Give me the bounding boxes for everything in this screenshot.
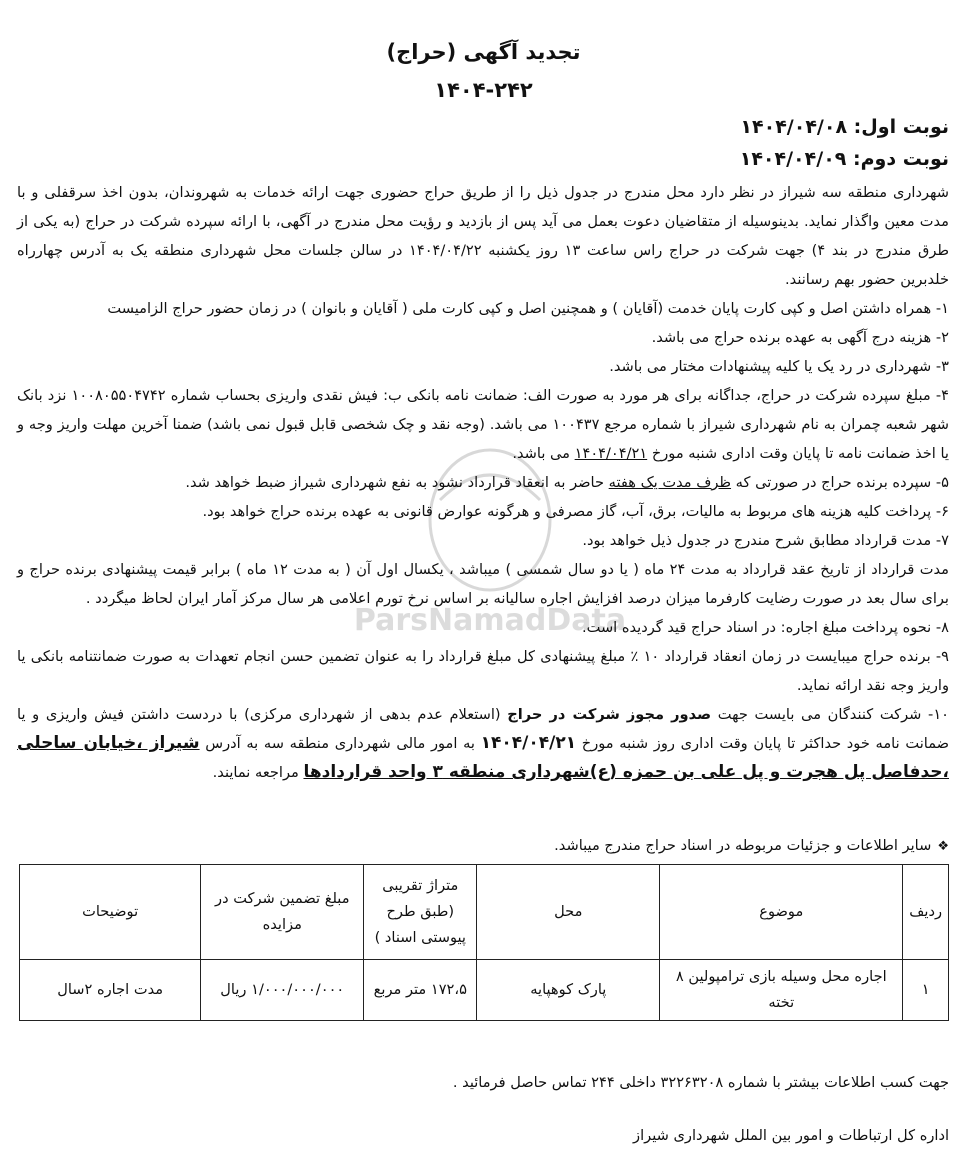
col-description: توضیحات xyxy=(20,865,201,960)
col-subject: موضوع xyxy=(660,865,903,960)
cell-subject: اجاره محل وسیله بازی ترامپولین ۸ تخته xyxy=(660,960,903,1021)
table-header-row xyxy=(20,865,949,960)
one-week-deadline: ظرف مدت یک هفته xyxy=(608,474,732,491)
cell-guarantee: ۱/۰۰۰/۰۰۰/۰۰۰ ریال xyxy=(201,960,364,1021)
col-area: متراژ تقریبی (طبق طرح پیوستی اسناد ) xyxy=(364,865,477,960)
col-guarantee: مبلغ تضمین شرکت در مزایده xyxy=(201,865,364,960)
item-1: ۱- همراه داشتن اصل و کپی کارت پایان خدمت (آقایان ) و همچنین اصل و کپی کارت ملی ( آقایان و بانوان ) در زمان حضور حراج الزامیست xyxy=(107,300,949,317)
contact-info: جهت کسب اطلاعات بیشتر با شماره ۳۲۲۶۳۲۰۸ داخلی ۲۴۴ تماس حاصل فرمائید . xyxy=(452,1074,949,1091)
item-8: ۸- نحوه پرداخت مبلغ اجاره: در اسناد حراج قید گردیده است. xyxy=(581,619,949,636)
deposit-deadline: ۱۴۰۴/۰۴/۲۱ xyxy=(574,445,648,462)
cell-location: پارک کوهپایه xyxy=(477,960,660,1021)
notice-body xyxy=(17,178,949,787)
issuer-footer: اداره کل ارتباطات و امور بین الملل شهرداری شیراز xyxy=(633,1127,949,1144)
col-location: محل xyxy=(477,865,660,960)
item-5: ۵- سپرده برنده حراج در صورتی که ظرف مدت یک هفته حاضر به انعقاد قرارداد نشود به نفع شهرداری شیراز ضبط خواهد شد. xyxy=(185,474,949,491)
permit-deadline: ۱۴۰۴/۰۴/۲۱ xyxy=(480,733,577,753)
item-6: ۶- پرداخت کلیه هزینه های مربوط به مالیات، برق، آب، گاز مصرفی و هرگونه عوارض قانونی به عهده برنده حراج خواهد بود. xyxy=(202,503,949,520)
table-row xyxy=(20,960,949,1021)
col-row-number: ردیف xyxy=(903,865,949,960)
item-4: ۴- مبلغ سپرده شرکت در حراج، جداگانه برای هر مورد به صورت الف: ضمانت نامه بانکی ب: فیش نقدی واریزی بحساب شماره ۱۰۰۸۰۵۵۰۴۷۴۲ نزد بانک شهر شعبه چمران به نام شهرداری شیراز با شماره مرجع ۱۰۰۴۳۷ می باشد. (وجه نقد و چک شخصی قابل قبول نمی باشد) ضمنا آخرین مهلت واریز وجه و یا اخذ ضمانت نامه تا پایان وقت اداری شنبه مورخ ۱۴۰۴/۰۴/۲۱ می باشد. xyxy=(17,387,949,462)
cell-description: مدت اجاره ۲سال xyxy=(20,960,201,1021)
address-line-2: ،حدفاصل پل هجرت و پل علی بن حمزه (ع)شهرداری منطقه ۳ واحد قراردادها xyxy=(303,762,949,782)
first-round-date: نوبت اول: ۱۴۰۴/۰۴/۰۸ xyxy=(740,116,949,138)
item-9: ۹- برنده حراج میبایست در زمان انعقاد قرارداد ۱۰ ٪ مبلغ پیشنهادی کل مبلغ قرارداد را به عنوان تضمین حسن انجام تعهدات به صورت ضمانتنامه بانکی یا واریز وجه نقد ارائه نماید. xyxy=(17,648,949,694)
diamond-bullet-icon: ❖ xyxy=(937,839,949,854)
permit-phrase: صدور مجوز شرکت در حراج xyxy=(507,706,712,723)
cell-area: ۱۷۲،۵ متر مربع xyxy=(364,960,477,1021)
item-2: ۲- هزینه درج آگهی به عهده برنده حراج می باشد. xyxy=(651,329,949,346)
item-10: ۱۰- شرکت کنندگان می بایست جهت صدور مجوز شرکت در حراج (استعلام عدم بدهی از شهرداری مرکزی) با دردست داشتن فیش واریزی و یا ضمانت نامه خود حداکثر تا پایان وقت اداری روز شنبه مورخ ۱۴۰۴/۰۴/۲۱ به امور مالی شهرداری منطقه سه به آدرس شیراز ،خیابان ساحلی ،حدفاصل پل هجرت و پل علی بن حمزه (ع)شهرداری منطقه ۳ واحد قراردادها مراجعه نمایند. xyxy=(17,706,950,782)
svg-text:ParsNamadData: ParsNamadData xyxy=(353,603,627,638)
contract-term-note: مدت قرارداد از تاریخ عقد قرارداد به مدت ۲۴ ماه ( یا دو سال شمسی ) میباشد ، یکسال اول آن ( به مدت ۱۲ ماه ) برابر قیمت پیشنهادی برنده حراج و برای سال بعد در صورت رضایت کارفرما میزان درصد افزایش اجاره سالیانه بر اساس نرخ تورم اعلامی هر سال مرکز آمار ایران لحاظ میگردد . xyxy=(17,561,949,607)
second-round-date: نوبت دوم: ۱۴۰۴/۰۴/۰۹ xyxy=(739,148,949,170)
notice-title: تجدید آگهی (حراج) xyxy=(386,40,581,64)
address-line-1: شیراز ،خیابان ساحلی xyxy=(17,733,200,753)
item-3: ۳- شهرداری در رد یک یا کلیه پیشنهادات مختار می باشد. xyxy=(609,358,949,375)
item-7: ۷- مدت قرارداد مطابق شرح مندرج در جدول ذیل خواهد بود. xyxy=(582,532,949,549)
auction-items-table xyxy=(19,864,949,1021)
notice-number: ۱۴۰۴-۲۴۲ xyxy=(434,78,533,102)
documents-note: ❖سایر اطلاعات و جزئیات مربوطه در اسناد حراج مندرج میباشد. xyxy=(554,837,949,854)
cell-row-number: ۱ xyxy=(903,960,949,1021)
intro-paragraph: شهرداری منطقه سه شیراز در نظر دارد محل مندرج در جدول ذیل را از طریق حراج حضوری جهت ارائه خدمات به شهروندان، بدون اخذ سرقفلی و با مدت معین واگذار نماید. بدینوسیله از متقاضیان دعوت بعمل می آید پس از بازدید و رؤیت محل مندرج در آگهی، با ارائه سپرده شرکت در حراج (به یکی از طرق مندرج در بند ۴) جهت شرکت در حراج راس ساعت ۱۳ روز یکشنبه ۱۴۰۴/۰۴/۲۲ در سالن جلسات محل شهرداری منطقه یک به آدرس چهارراه خلدبرین حضور بهم رسانند. xyxy=(17,184,949,288)
